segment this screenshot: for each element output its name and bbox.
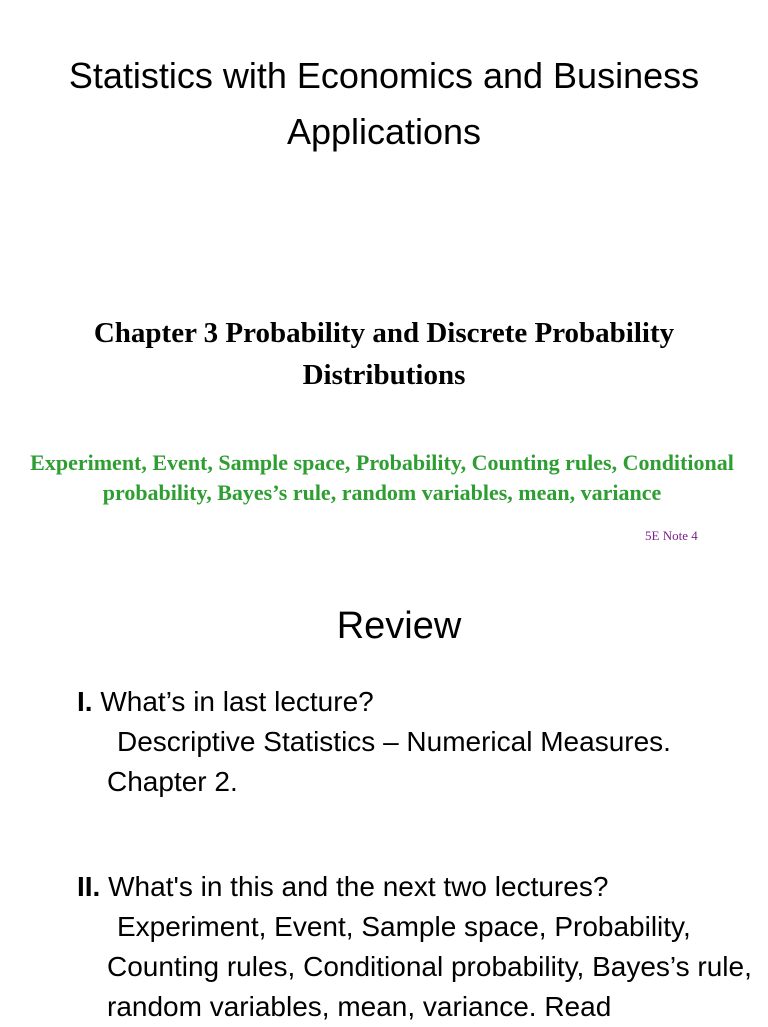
chapter-topics: Experiment, Event, Sample space, Probability, Counting rules, Conditional probability, Bayes’s rule, random variables, mean, variance xyxy=(30,450,734,505)
course-title: Statistics with Economics and Business Applications xyxy=(68,55,700,152)
note-reference: 5E Note 4 xyxy=(645,528,698,543)
section-heading xyxy=(77,867,767,907)
section-question: What’s in last lecture? xyxy=(92,686,374,717)
section-number: II. xyxy=(77,871,101,902)
section-body: Descriptive Statistics – Numerical Measures. Chapter 2. xyxy=(107,726,671,797)
section-question: What's in this and the next two lectures? xyxy=(100,871,609,902)
section-body: Experiment, Event, Sample space, Probability, Counting rules, Conditional probability, Bayes’s rule, random variables, mean, variance. Read xyxy=(107,911,752,1022)
chapter-title: Chapter 3 Probability and Discrete Probability Distributions xyxy=(93,317,675,391)
review-section-2 xyxy=(77,867,767,1027)
section-number: I. xyxy=(77,686,93,717)
review-section-1 xyxy=(77,682,767,802)
review-title: Review xyxy=(336,605,462,647)
review-slide xyxy=(0,580,768,1024)
section-heading xyxy=(77,682,767,722)
